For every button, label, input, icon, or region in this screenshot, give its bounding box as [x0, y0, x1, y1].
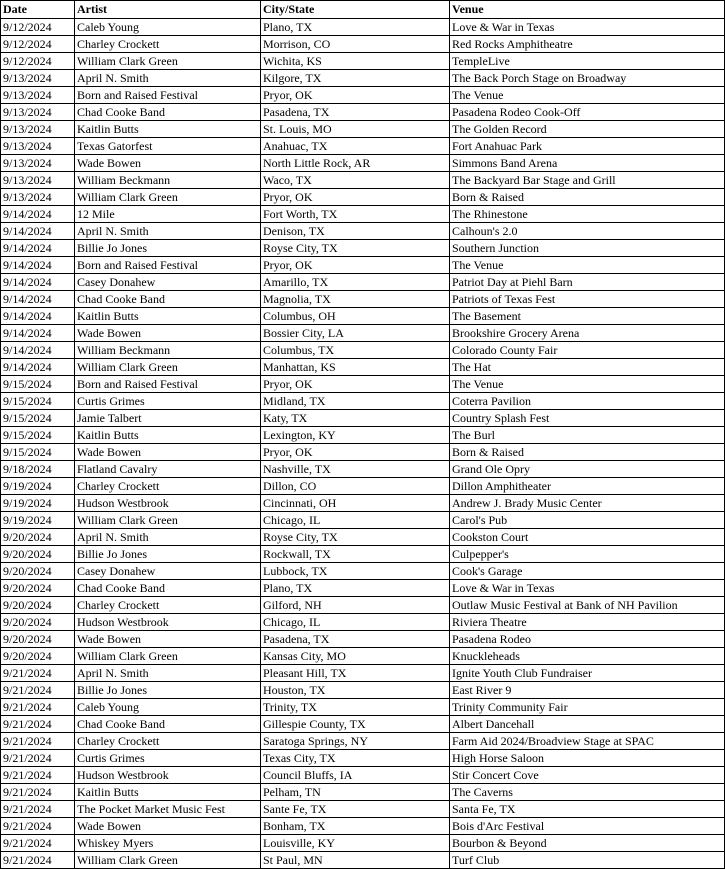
cell-city-state[interactable]: Pasadena, TX: [261, 631, 450, 648]
cell-artist[interactable]: William Beckmann: [75, 342, 261, 359]
cell-date[interactable]: 9/20/2024: [1, 563, 75, 580]
table-row: [1, 223, 725, 240]
table-body: [1, 19, 725, 869]
table-row: [1, 852, 725, 869]
cell-city-state[interactable]: Lexington, KY: [261, 427, 450, 444]
cell-artist[interactable]: William Clark Green: [75, 189, 261, 206]
cell-date[interactable]: 9/13/2024: [1, 104, 75, 121]
cell-venue[interactable]: Knuckleheads: [450, 648, 725, 665]
cell-artist[interactable]: Wade Bowen: [75, 155, 261, 172]
cell-city-state[interactable]: Amarillo, TX: [261, 274, 450, 291]
cell-date[interactable]: 9/12/2024: [1, 36, 75, 53]
cell-date[interactable]: 9/14/2024: [1, 359, 75, 376]
cell-venue[interactable]: Pasadena Rodeo: [450, 631, 725, 648]
cell-date[interactable]: 9/12/2024: [1, 19, 75, 36]
cell-date[interactable]: 9/21/2024: [1, 750, 75, 767]
table-row: [1, 104, 725, 121]
cell-artist[interactable]: Curtis Grimes: [75, 393, 261, 410]
cell-venue[interactable]: Patriot Day at Piehl Barn: [450, 274, 725, 291]
cell-venue[interactable]: Bois d'Arc Festival: [450, 818, 725, 835]
cell-date[interactable]: 9/20/2024: [1, 529, 75, 546]
cell-city-state[interactable]: Columbus, TX: [261, 342, 450, 359]
cell-artist[interactable]: Curtis Grimes: [75, 750, 261, 767]
cell-artist[interactable]: Wade Bowen: [75, 444, 261, 461]
cell-city-state[interactable]: Council Bluffs, IA: [261, 767, 450, 784]
cell-date[interactable]: 9/21/2024: [1, 699, 75, 716]
table-row: [1, 376, 725, 393]
table-row: [1, 87, 725, 104]
cell-date[interactable]: 9/20/2024: [1, 614, 75, 631]
cell-artist[interactable]: Charley Crockett: [75, 478, 261, 495]
table-row: [1, 648, 725, 665]
cell-artist[interactable]: Born and Raised Festival: [75, 87, 261, 104]
table-row: [1, 546, 725, 563]
cell-venue[interactable]: The Venue: [450, 257, 725, 274]
table-row: [1, 206, 725, 223]
cell-venue[interactable]: Colorado County Fair: [450, 342, 725, 359]
cell-artist[interactable]: Wade Bowen: [75, 631, 261, 648]
cell-city-state[interactable]: Cincinnati, OH: [261, 495, 450, 512]
cell-city-state[interactable]: Pryor, OK: [261, 376, 450, 393]
table-row: [1, 70, 725, 87]
table-row: [1, 240, 725, 257]
cell-city-state[interactable]: Gilford, NH: [261, 597, 450, 614]
column-header-venue[interactable]: Venue: [450, 1, 725, 19]
cell-venue[interactable]: Love & War in Texas: [450, 19, 725, 36]
table-row: [1, 19, 725, 36]
cell-date[interactable]: 9/14/2024: [1, 206, 75, 223]
cell-artist[interactable]: April N. Smith: [75, 70, 261, 87]
cell-date[interactable]: 9/13/2024: [1, 172, 75, 189]
cell-date[interactable]: 9/21/2024: [1, 801, 75, 818]
cell-city-state[interactable]: Lubbock, TX: [261, 563, 450, 580]
cell-venue[interactable]: Brookshire Grocery Arena: [450, 325, 725, 342]
cell-artist[interactable]: Jamie Talbert: [75, 410, 261, 427]
cell-date[interactable]: 9/20/2024: [1, 546, 75, 563]
cell-venue[interactable]: Red Rocks Amphitheatre: [450, 36, 725, 53]
cell-venue[interactable]: The Venue: [450, 87, 725, 104]
cell-date[interactable]: 9/14/2024: [1, 325, 75, 342]
table-row: [1, 733, 725, 750]
cell-city-state[interactable]: Sante Fe, TX: [261, 801, 450, 818]
cell-city-state[interactable]: Plano, TX: [261, 19, 450, 36]
cell-artist[interactable]: April N. Smith: [75, 665, 261, 682]
cell-venue[interactable]: The Golden Record: [450, 121, 725, 138]
cell-venue[interactable]: Santa Fe, TX: [450, 801, 725, 818]
cell-date[interactable]: 9/13/2024: [1, 121, 75, 138]
cell-city-state[interactable]: Morrison, CO: [261, 36, 450, 53]
cell-venue[interactable]: The Backyard Bar Stage and Grill: [450, 172, 725, 189]
column-header-city-state[interactable]: City/State: [261, 1, 450, 19]
table-row: [1, 189, 725, 206]
cell-artist[interactable]: Born and Raised Festival: [75, 257, 261, 274]
cell-venue[interactable]: TempleLive: [450, 53, 725, 70]
cell-venue[interactable]: Love & War in Texas: [450, 580, 725, 597]
cell-venue[interactable]: Bourbon & Beyond: [450, 835, 725, 852]
cell-artist[interactable]: Billie Jo Jones: [75, 546, 261, 563]
cell-date[interactable]: 9/19/2024: [1, 478, 75, 495]
cell-city-state[interactable]: Gillespie County, TX: [261, 716, 450, 733]
cell-artist[interactable]: Hudson Westbrook: [75, 495, 261, 512]
cell-city-state[interactable]: St Paul, MN: [261, 852, 450, 869]
cell-city-state[interactable]: Louisville, KY: [261, 835, 450, 852]
cell-city-state[interactable]: Saratoga Springs, NY: [261, 733, 450, 750]
table-row: [1, 597, 725, 614]
cell-city-state[interactable]: Dillon, CO: [261, 478, 450, 495]
cell-venue[interactable]: Patriots of Texas Fest: [450, 291, 725, 308]
cell-date[interactable]: 9/21/2024: [1, 784, 75, 801]
cell-venue[interactable]: Turf Club: [450, 852, 725, 869]
column-header-date[interactable]: Date: [1, 1, 75, 19]
cell-city-state[interactable]: Rockwall, TX: [261, 546, 450, 563]
cell-city-state[interactable]: Katy, TX: [261, 410, 450, 427]
cell-venue[interactable]: Ignite Youth Club Fundraiser: [450, 665, 725, 682]
table-row: [1, 444, 725, 461]
cell-city-state[interactable]: Pryor, OK: [261, 257, 450, 274]
cell-date[interactable]: 9/14/2024: [1, 274, 75, 291]
cell-city-state[interactable]: Columbus, OH: [261, 308, 450, 325]
table-row: [1, 393, 725, 410]
cell-date[interactable]: 9/14/2024: [1, 240, 75, 257]
table-row: [1, 53, 725, 70]
cell-venue[interactable]: Coterra Pavilion: [450, 393, 725, 410]
cell-artist[interactable]: Casey Donahew: [75, 563, 261, 580]
cell-city-state[interactable]: Bossier City, LA: [261, 325, 450, 342]
cell-artist[interactable]: Caleb Young: [75, 19, 261, 36]
cell-venue[interactable]: Stir Concert Cove: [450, 767, 725, 784]
table-row: [1, 563, 725, 580]
table-row: [1, 121, 725, 138]
cell-artist[interactable]: Hudson Westbrook: [75, 767, 261, 784]
cell-artist[interactable]: Billie Jo Jones: [75, 240, 261, 257]
cell-venue[interactable]: The Burl: [450, 427, 725, 444]
cell-date[interactable]: 9/21/2024: [1, 767, 75, 784]
cell-date[interactable]: 9/15/2024: [1, 427, 75, 444]
cell-venue[interactable]: The Caverns: [450, 784, 725, 801]
cell-city-state[interactable]: Magnolia, TX: [261, 291, 450, 308]
cell-artist[interactable]: Wade Bowen: [75, 818, 261, 835]
cell-city-state[interactable]: Pryor, OK: [261, 444, 450, 461]
cell-venue[interactable]: East River 9: [450, 682, 725, 699]
table-row: [1, 580, 725, 597]
cell-artist[interactable]: Kaitlin Butts: [75, 427, 261, 444]
table-row: [1, 172, 725, 189]
cell-venue[interactable]: The Hat: [450, 359, 725, 376]
cell-date[interactable]: 9/18/2024: [1, 461, 75, 478]
cell-venue[interactable]: Cookston Court: [450, 529, 725, 546]
table-row: [1, 512, 725, 529]
cell-venue[interactable]: The Basement: [450, 308, 725, 325]
cell-venue[interactable]: Country Splash Fest: [450, 410, 725, 427]
cell-city-state[interactable]: Manhattan, KS: [261, 359, 450, 376]
cell-artist[interactable]: Chad Cooke Band: [75, 104, 261, 121]
cell-date[interactable]: 9/12/2024: [1, 53, 75, 70]
cell-city-state[interactable]: Trinity, TX: [261, 699, 450, 716]
cell-city-state[interactable]: North Little Rock, AR: [261, 155, 450, 172]
cell-artist[interactable]: April N. Smith: [75, 529, 261, 546]
cell-city-state[interactable]: Midland, TX: [261, 393, 450, 410]
table-row: [1, 529, 725, 546]
cell-city-state[interactable]: Royse City, TX: [261, 240, 450, 257]
cell-date[interactable]: 9/19/2024: [1, 512, 75, 529]
table-row: [1, 427, 725, 444]
cell-date[interactable]: 9/13/2024: [1, 70, 75, 87]
cell-artist[interactable]: Charley Crockett: [75, 597, 261, 614]
cell-date[interactable]: 9/13/2024: [1, 155, 75, 172]
cell-city-state[interactable]: Kilgore, TX: [261, 70, 450, 87]
cell-artist[interactable]: William Clark Green: [75, 852, 261, 869]
table-row: [1, 478, 725, 495]
cell-artist[interactable]: Chad Cooke Band: [75, 291, 261, 308]
cell-venue[interactable]: The Venue: [450, 376, 725, 393]
cell-venue[interactable]: Trinity Community Fair: [450, 699, 725, 716]
cell-venue[interactable]: Farm Aid 2024/Broadview Stage at SPAC: [450, 733, 725, 750]
cell-city-state[interactable]: Texas City, TX: [261, 750, 450, 767]
cell-artist[interactable]: Kaitlin Butts: [75, 784, 261, 801]
cell-venue[interactable]: The Back Porch Stage on Broadway: [450, 70, 725, 87]
cell-artist[interactable]: The Pocket Market Music Fest: [75, 801, 261, 818]
table-row: [1, 325, 725, 342]
cell-date[interactable]: 9/13/2024: [1, 87, 75, 104]
cell-date[interactable]: 9/21/2024: [1, 716, 75, 733]
table-row: [1, 716, 725, 733]
cell-artist[interactable]: Chad Cooke Band: [75, 580, 261, 597]
table-row: [1, 257, 725, 274]
cell-artist[interactable]: William Clark Green: [75, 648, 261, 665]
table-row: [1, 495, 725, 512]
cell-artist[interactable]: Caleb Young: [75, 699, 261, 716]
cell-venue[interactable]: The Rhinestone: [450, 206, 725, 223]
cell-artist[interactable]: April N. Smith: [75, 223, 261, 240]
cell-artist[interactable]: Chad Cooke Band: [75, 716, 261, 733]
cell-venue[interactable]: Born & Raised: [450, 444, 725, 461]
cell-artist[interactable]: Billie Jo Jones: [75, 682, 261, 699]
table-row: [1, 291, 725, 308]
cell-venue[interactable]: Albert Dancehall: [450, 716, 725, 733]
cell-artist[interactable]: Casey Donahew: [75, 274, 261, 291]
table-row: [1, 614, 725, 631]
cell-date[interactable]: 9/20/2024: [1, 648, 75, 665]
cell-city-state[interactable]: Wichita, KS: [261, 53, 450, 70]
cell-artist[interactable]: Wade Bowen: [75, 325, 261, 342]
cell-date[interactable]: 9/15/2024: [1, 376, 75, 393]
table-row: [1, 308, 725, 325]
table-row: [1, 274, 725, 291]
cell-city-state[interactable]: Anahuac, TX: [261, 138, 450, 155]
cell-venue[interactable]: Simmons Band Arena: [450, 155, 725, 172]
cell-city-state[interactable]: Bonham, TX: [261, 818, 450, 835]
cell-artist[interactable]: William Clark Green: [75, 53, 261, 70]
cell-city-state[interactable]: Fort Worth, TX: [261, 206, 450, 223]
cell-artist[interactable]: Hudson Westbrook: [75, 614, 261, 631]
cell-date[interactable]: 9/20/2024: [1, 631, 75, 648]
cell-artist[interactable]: William Clark Green: [75, 359, 261, 376]
cell-venue[interactable]: Pasadena Rodeo Cook-Off: [450, 104, 725, 121]
cell-date[interactable]: 9/15/2024: [1, 393, 75, 410]
cell-venue[interactable]: High Horse Saloon: [450, 750, 725, 767]
table-row: [1, 155, 725, 172]
table-row: [1, 359, 725, 376]
cell-city-state[interactable]: Nashville, TX: [261, 461, 450, 478]
cell-venue[interactable]: Outlaw Music Festival at Bank of NH Pavilion: [450, 597, 725, 614]
table-row: [1, 138, 725, 155]
cell-date[interactable]: 9/21/2024: [1, 733, 75, 750]
cell-artist[interactable]: Kaitlin Butts: [75, 121, 261, 138]
table-row: [1, 699, 725, 716]
cell-date[interactable]: 9/14/2024: [1, 308, 75, 325]
cell-date[interactable]: 9/21/2024: [1, 818, 75, 835]
cell-date[interactable]: 9/21/2024: [1, 835, 75, 852]
cell-venue[interactable]: Andrew J. Brady Music Center: [450, 495, 725, 512]
cell-date[interactable]: 9/14/2024: [1, 342, 75, 359]
cell-artist[interactable]: 12 Mile: [75, 206, 261, 223]
cell-venue[interactable]: Calhoun's 2.0: [450, 223, 725, 240]
cell-artist[interactable]: Charley Crockett: [75, 36, 261, 53]
cell-date[interactable]: 9/21/2024: [1, 852, 75, 869]
table-row: [1, 342, 725, 359]
table-row: [1, 835, 725, 852]
table-row: [1, 784, 725, 801]
cell-date[interactable]: 9/15/2024: [1, 444, 75, 461]
cell-city-state[interactable]: Pasadena, TX: [261, 104, 450, 121]
cell-date[interactable]: 9/14/2024: [1, 257, 75, 274]
cell-venue[interactable]: Riviera Theatre: [450, 614, 725, 631]
cell-city-state[interactable]: Chicago, IL: [261, 512, 450, 529]
cell-artist[interactable]: Whiskey Myers: [75, 835, 261, 852]
table-row: [1, 631, 725, 648]
cell-venue[interactable]: Grand Ole Opry: [450, 461, 725, 478]
cell-date[interactable]: 9/13/2024: [1, 189, 75, 206]
column-header-artist[interactable]: Artist: [75, 1, 261, 19]
cell-city-state[interactable]: Houston, TX: [261, 682, 450, 699]
cell-artist[interactable]: William Clark Green: [75, 512, 261, 529]
cell-artist[interactable]: Flatland Cavalry: [75, 461, 261, 478]
header-row: [1, 1, 725, 19]
cell-city-state[interactable]: Pryor, OK: [261, 189, 450, 206]
table-row: [1, 461, 725, 478]
cell-date[interactable]: 9/14/2024: [1, 223, 75, 240]
cell-city-state[interactable]: Chicago, IL: [261, 614, 450, 631]
cell-venue[interactable]: Fort Anahuac Park: [450, 138, 725, 155]
cell-city-state[interactable]: Waco, TX: [261, 172, 450, 189]
table-row: [1, 801, 725, 818]
cell-artist[interactable]: Kaitlin Butts: [75, 308, 261, 325]
table-row: [1, 767, 725, 784]
cell-artist[interactable]: Charley Crockett: [75, 733, 261, 750]
cell-city-state[interactable]: Pryor, OK: [261, 87, 450, 104]
cell-city-state[interactable]: Royse City, TX: [261, 529, 450, 546]
cell-city-state[interactable]: St. Louis, MO: [261, 121, 450, 138]
cell-artist[interactable]: Born and Raised Festival: [75, 376, 261, 393]
table-row: [1, 818, 725, 835]
cell-date[interactable]: 9/15/2024: [1, 410, 75, 427]
table-row: [1, 750, 725, 767]
cell-venue[interactable]: Born & Raised: [450, 189, 725, 206]
cell-city-state[interactable]: Kansas City, MO: [261, 648, 450, 665]
table-row: [1, 36, 725, 53]
cell-artist[interactable]: William Beckmann: [75, 172, 261, 189]
table-row: [1, 665, 725, 682]
cell-artist[interactable]: Texas Gatorfest: [75, 138, 261, 155]
cell-city-state[interactable]: Denison, TX: [261, 223, 450, 240]
cell-date[interactable]: 9/14/2024: [1, 291, 75, 308]
cell-venue[interactable]: Southern Junction: [450, 240, 725, 257]
cell-date[interactable]: 9/13/2024: [1, 138, 75, 155]
cell-date[interactable]: 9/20/2024: [1, 597, 75, 614]
cell-date[interactable]: 9/21/2024: [1, 665, 75, 682]
cell-venue[interactable]: Culpepper's: [450, 546, 725, 563]
cell-venue[interactable]: Cook's Garage: [450, 563, 725, 580]
cell-city-state[interactable]: Pleasant Hill, TX: [261, 665, 450, 682]
cell-date[interactable]: 9/20/2024: [1, 580, 75, 597]
cell-city-state[interactable]: Pelham, TN: [261, 784, 450, 801]
table-row: [1, 410, 725, 427]
cell-city-state[interactable]: Plano, TX: [261, 580, 450, 597]
cell-date[interactable]: 9/19/2024: [1, 495, 75, 512]
cell-venue[interactable]: Carol's Pub: [450, 512, 725, 529]
cell-venue[interactable]: Dillon Amphitheater: [450, 478, 725, 495]
cell-date[interactable]: 9/21/2024: [1, 682, 75, 699]
table-row: [1, 682, 725, 699]
